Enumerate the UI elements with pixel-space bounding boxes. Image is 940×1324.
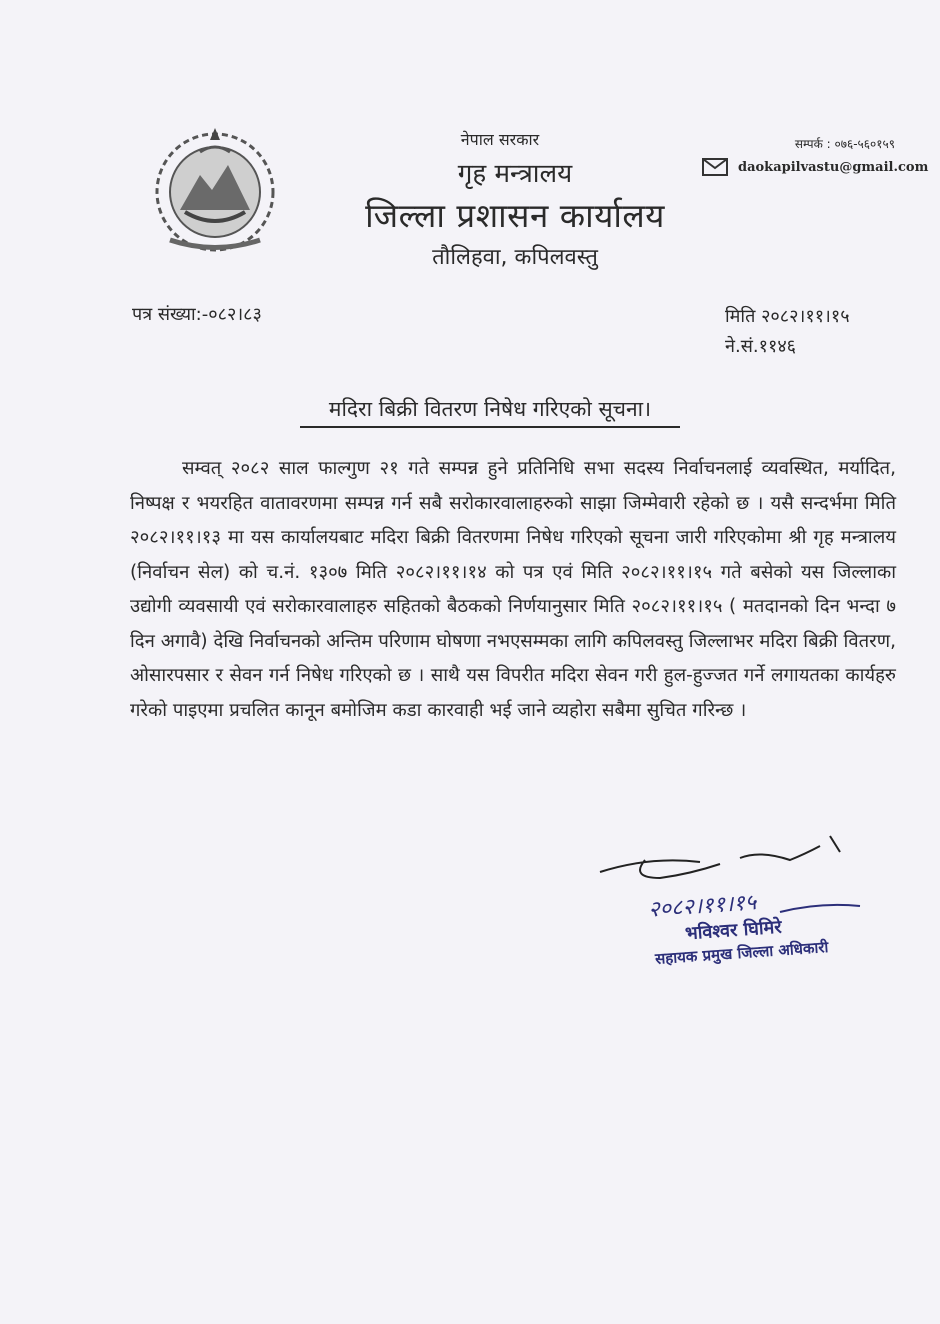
signatory-name: भविश्वर घिमिरे xyxy=(684,916,783,945)
mail-icon xyxy=(702,158,728,176)
office-location: तौलिहवा, कपिलवस्तु xyxy=(432,245,598,270)
contact-email: daokapilvastu@gmail.com xyxy=(738,159,929,175)
signature-date: २०८२।११।१५ xyxy=(647,890,758,923)
date-block xyxy=(725,302,850,362)
reference-number: पत्र संख्या:-०८२।८३ xyxy=(132,304,262,325)
office-name: जिल्ला प्रशासन कार्यालय xyxy=(365,196,665,235)
notice-subject: मदिरा बिक्री वितरण निषेध गरिएको सूचना। xyxy=(300,395,680,428)
contact-email-row xyxy=(702,158,928,176)
nepal-emblem-icon xyxy=(140,120,290,260)
letterhead xyxy=(300,128,730,271)
letter-date: मिति २०८२।११।१५ xyxy=(725,306,850,327)
nepal-sambat-date: ने.सं.११४६ xyxy=(725,336,797,357)
contact-phone: सम्पर्क : ०७६-५६०१५९ xyxy=(794,137,895,151)
notice-body: सम्वत् २०८२ साल फाल्गुण २१ गते सम्पन्न हुने प्रतिनिधि सभा सदस्य निर्वाचनलाई व्यवस्थित, मर्यादित, निष्पक्ष र भयरहित वातावरणमा सम्पन्न गर्न सबै सरोकारवालाहरुको साझा जिम्मेवारी रहेको छ । यसै सन्दर्भमा मिति २०८२।११।१३ मा यस कार्यालयबाट मदिरा बिक्री वितरणमा निषेध गरिएको सूचना जारी गरिएकोमा श्री गृह मन्त्रालय (निर्वाचन सेल) को च.नं. १३०७ मिति २०८२।११।१४ को पत्र एवं मिति २०८२।११।१५ गते बसेको यस जिल्लाका उद्योगी व्यवसायी एवं सरोकारवालाहरु सहितको बैठकको निर्णयानुसार मिति २०८२।११।१५ ( मतदानको दिन भन्दा ७ दिन अगावै) देखि निर्वाचनको अन्तिम परिणाम घोषणा नभएसम्मका लागि कपिलवस्तु जिल्लाभर मदिरा बिक्री वितरण, ओसारपसार र सेवन गर्न निषेध गरिएको छ । साथै यस विपरीत मदिरा सेवन गरी हुल-हुज्जत गर्ने लगायतका कार्यहरु गरेको पाइएमा प्रचलित कानून बमोजिम कडा कारवाही भई जाने व्यहोरा सबैमा सुचित गरिन्छ । xyxy=(130,458,896,721)
ministry-name: गृह मन्त्रालय xyxy=(457,159,573,189)
signatory-title: सहायक प्रमुख जिल्ला अधिकारी xyxy=(654,937,829,969)
government-name: नेपाल सरकार xyxy=(460,130,540,149)
